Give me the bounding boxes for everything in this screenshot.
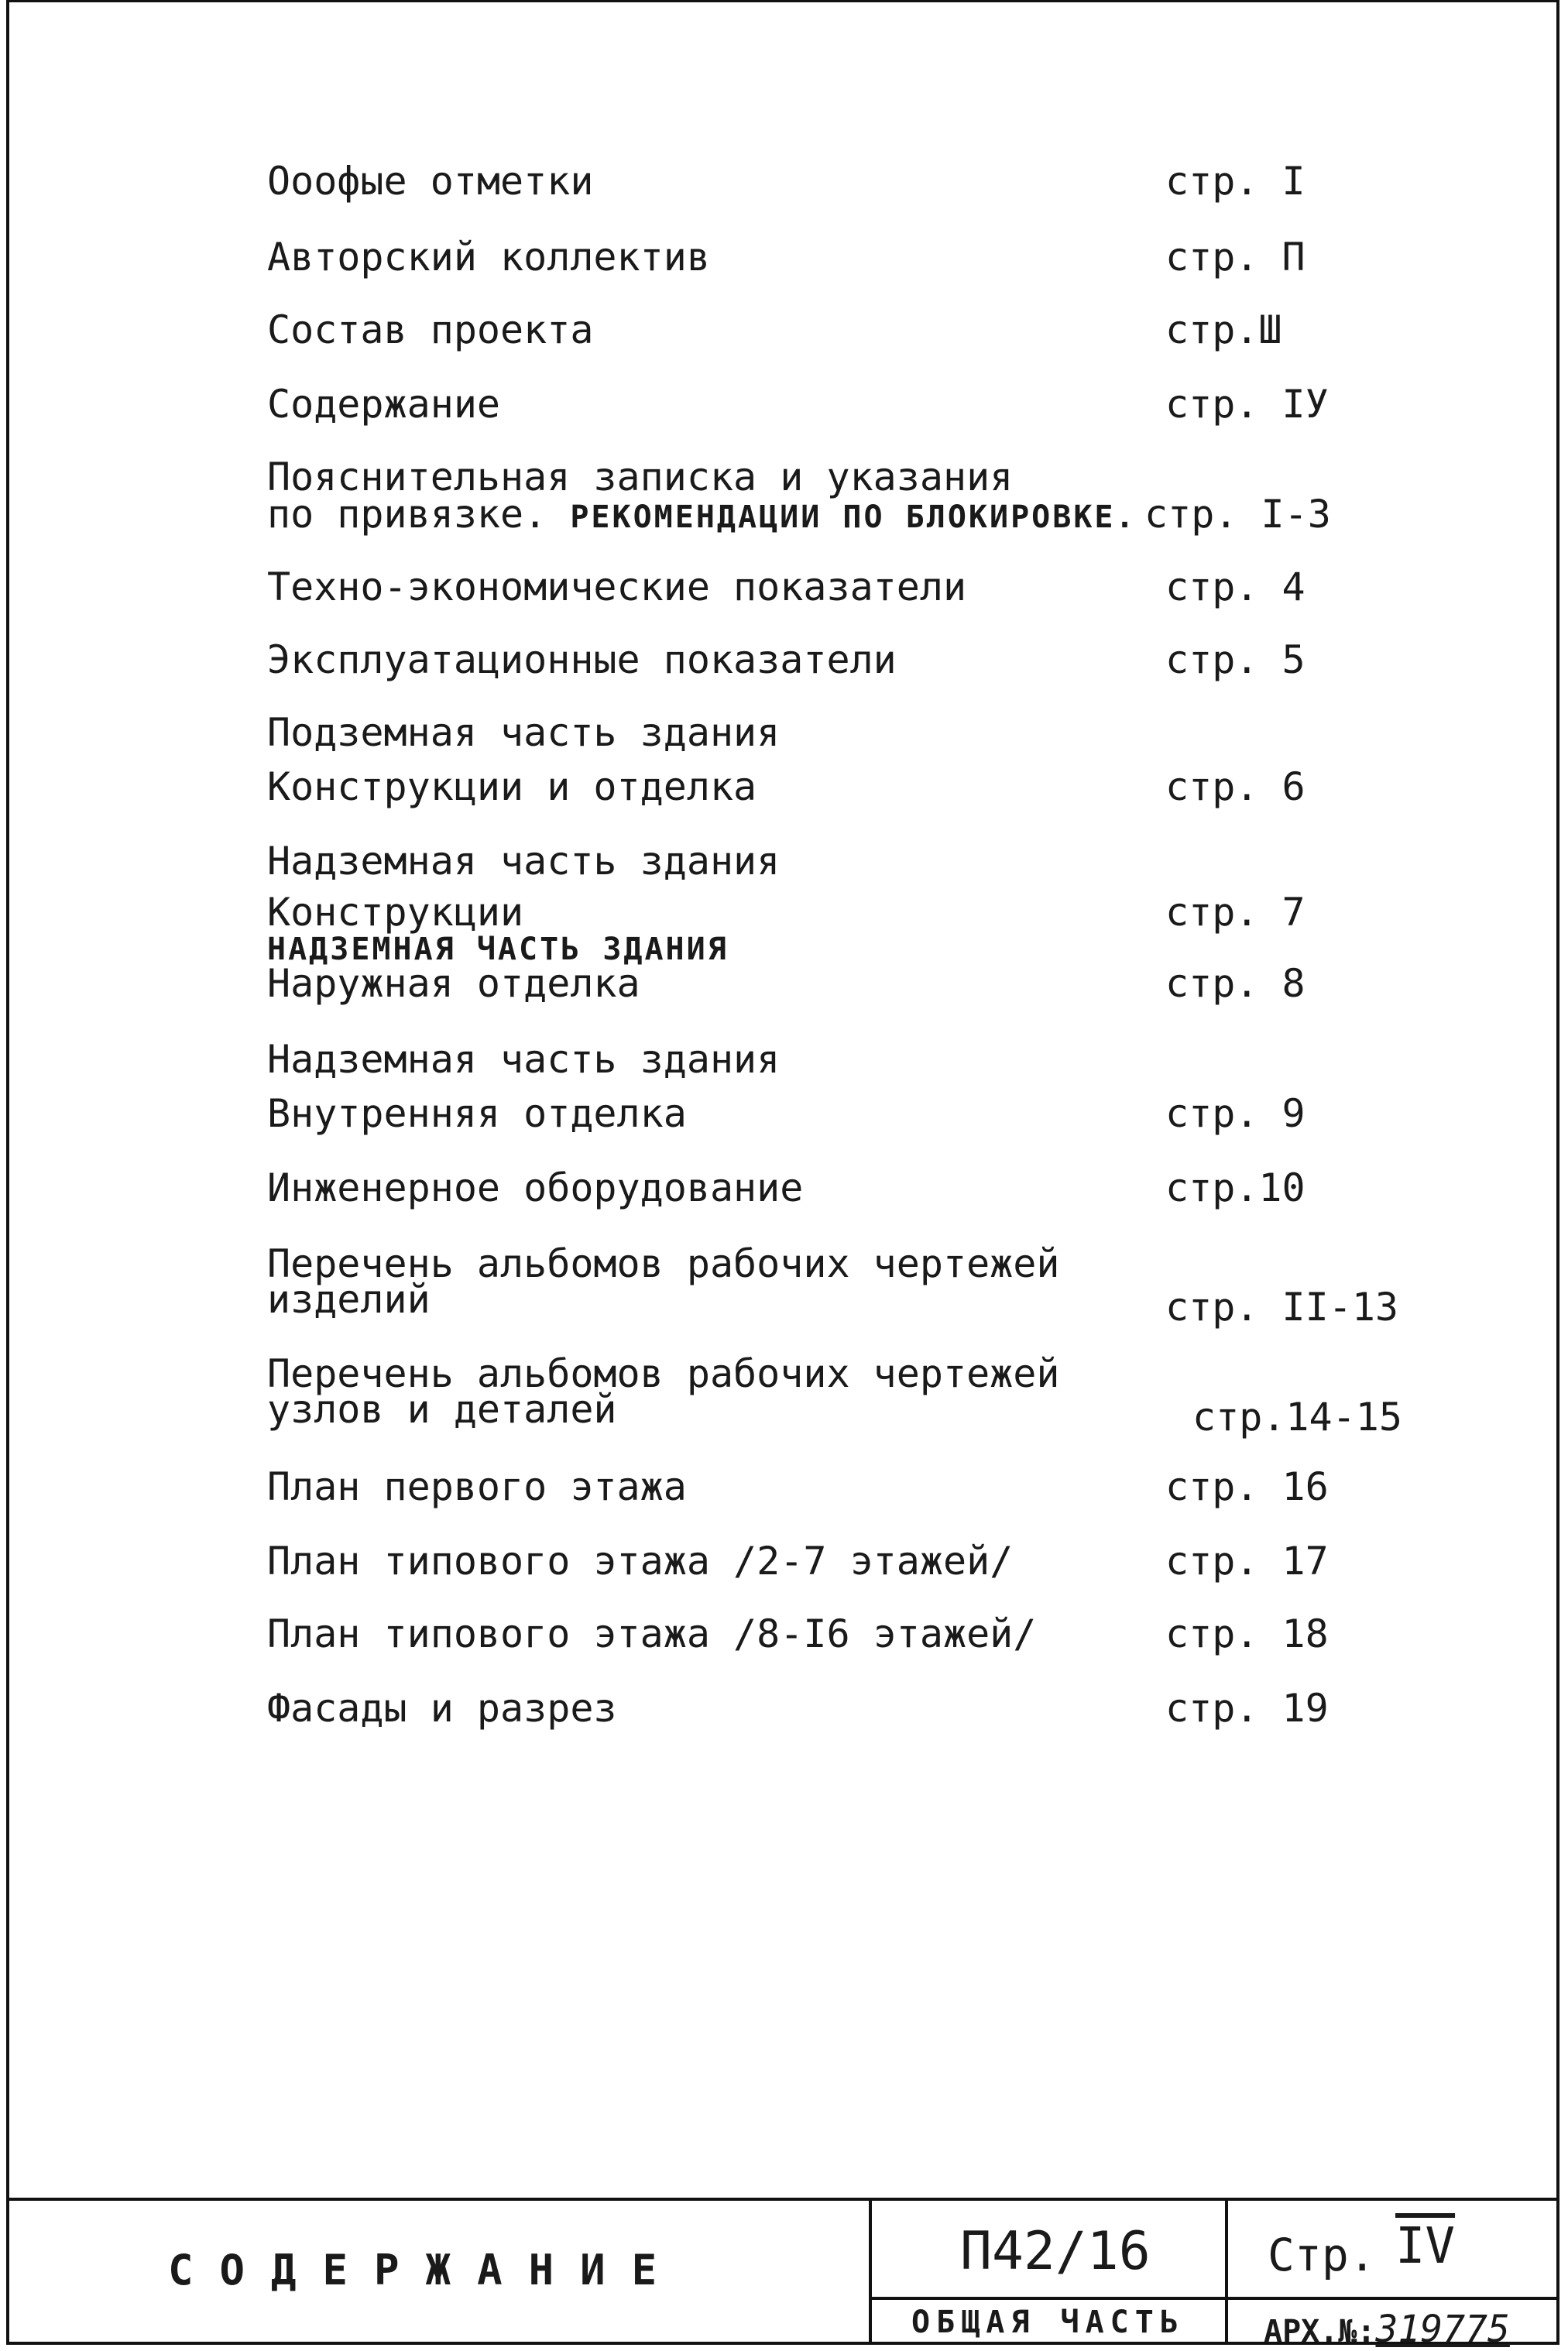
toc-entry-title-line2: изделий [267, 1277, 431, 1322]
toc-entry-title-line2: Конструкции и отделка [267, 764, 757, 809]
toc-entry-page: стр. П [1165, 235, 1306, 280]
document-code: П42/16 [960, 2221, 1151, 2282]
toc-entry-title: Техно-экономические показатели [267, 565, 967, 609]
document-name: СОДЕРЖАНИЕ [168, 2246, 684, 2294]
title-block-divider [869, 2297, 1556, 2300]
toc-entry-title-line2: Внутренняя отделка [267, 1091, 687, 1136]
toc-entry-title: Надземная часть здания [267, 1037, 781, 1082]
toc-entry-page: стр. 7 [1165, 890, 1306, 935]
toc-entry-title: Надземная часть здания [267, 839, 781, 884]
toc-entry-title: Авторский коллектив [267, 235, 710, 280]
title-block-divider [869, 2198, 872, 2342]
toc-entry-page: стр. 4 [1165, 565, 1306, 609]
toc-entry-title-line2: узлов и деталей [267, 1387, 617, 1432]
toc-entry-title-caps: НАДЗЕМНАЯ ЧАСТЬ ЗДАНИЯ [267, 932, 729, 967]
toc-entry-title: Ооофые отметки [267, 159, 594, 204]
title-block-divider [1225, 2198, 1228, 2342]
toc-entry-page: стр. 8 [1165, 961, 1306, 1006]
page-number: $\overline{IV}$ [1395, 2218, 1456, 2275]
toc-entry-page: стр. 6 [1165, 764, 1306, 809]
toc-entry-title: Перечень альбомов рабочих чертежей [267, 1351, 1060, 1396]
archive-label: АРХ.№: [1264, 2314, 1376, 2349]
archive-number-field [1264, 2308, 1510, 2351]
toc-entry-title: Пояснительная записка и указания [267, 455, 1014, 499]
toc-entry-title: План первого этажа [267, 1464, 687, 1509]
toc-entry-page: стр. 16 [1165, 1464, 1329, 1509]
toc-entry-title-line2-caps: РЕКОМЕНДАЦИИ ПО БЛОКИРОВКЕ. [570, 499, 1137, 535]
toc-entry-page: стр.14-15 [1192, 1395, 1402, 1440]
toc-entry-title: План типового этажа /8-I6 этажей/ [267, 1611, 1037, 1656]
page-label: Стр. [1268, 2229, 1376, 2281]
toc-entry-title: Состав проекта [267, 307, 594, 352]
toc-entry-title: Содержание [267, 382, 501, 427]
toc-entry-page: стр. 5 [1165, 637, 1306, 682]
toc-entry-page: стр. 9 [1165, 1091, 1306, 1136]
toc-entry-page: стр.Ш [1165, 307, 1282, 352]
toc-entry-title: Эксплуатационные показатели [267, 637, 897, 682]
toc-entry-page: стр. IУ [1165, 382, 1329, 427]
toc-entry-page: стр. 19 [1165, 1686, 1329, 1731]
document-part: ОБЩАЯ ЧАСТЬ [911, 2305, 1185, 2340]
toc-entry-page: стр. I [1165, 159, 1306, 204]
toc-entry-page: стр. 17 [1165, 1539, 1329, 1584]
toc-entry-title-line2: Конструкции [267, 890, 524, 935]
title-block [9, 2198, 1556, 2351]
toc-entry-page: стр. I-3 [1144, 492, 1331, 537]
toc-entry-title-line2-text: по привязке. [267, 492, 547, 537]
toc-entry-title-line2 [267, 492, 1137, 537]
toc-entry-title-line2: Наружная отделка [267, 961, 640, 1006]
toc-entry-title: Перечень альбомов рабочих чертежей [267, 1241, 1060, 1286]
toc-entry-title: План типового этажа /2-7 этажей/ [267, 1539, 1014, 1584]
toc-entry-page: стр. II-13 [1165, 1285, 1399, 1330]
title-block-top-line [9, 2198, 1556, 2201]
archive-number: 319775 [1375, 2308, 1510, 2351]
toc-entry-title: Подземная часть здания [267, 710, 781, 755]
toc-entry-page: стр. 18 [1165, 1611, 1329, 1656]
toc-entry-page: стр.10 [1165, 1165, 1306, 1210]
toc-entry-title: Фасады и разрез [267, 1686, 617, 1731]
toc-entry-title: Инженерное оборудование [267, 1165, 804, 1210]
